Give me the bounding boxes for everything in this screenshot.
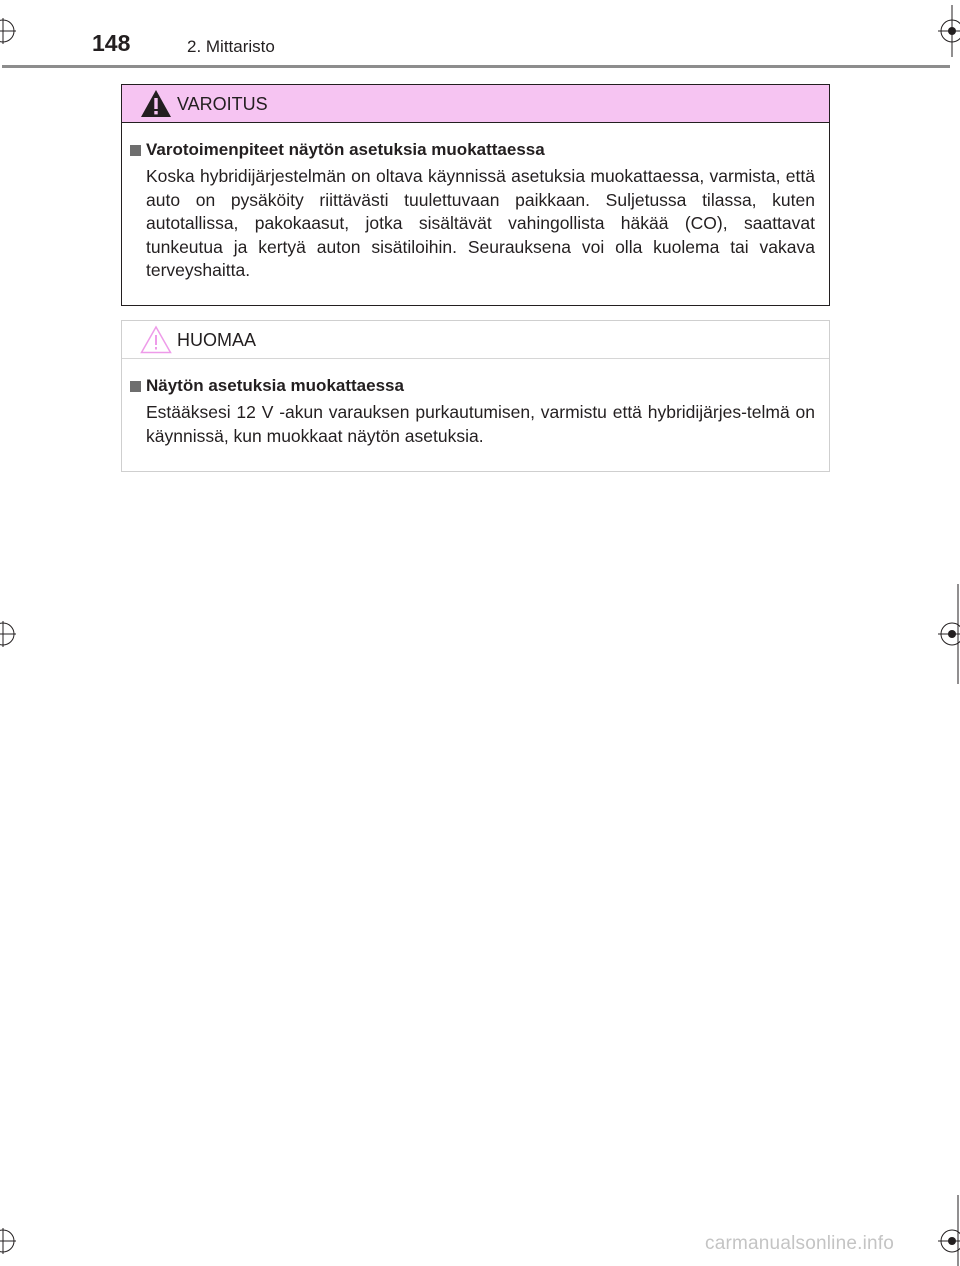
registration-mark-middle-left <box>0 621 16 647</box>
header-divider <box>2 65 950 68</box>
warning-item-text: Koska hybridijärjestelmän on oltava käynnissä asetuksia muokattaessa, varmista, että auto on pysäköity riittävästi tuulettuvaan paikkaan. Suljetussa tilassa, kuten autotallissa, pakokaasut, jotka sisältävät vahingollista häkää (CO), saattavat tunkeutua ja kertyä auton sisätiloihin. Seurauksena voi olla kuolema tai vakava terveyshaitta. <box>146 166 815 280</box>
notice-box <box>121 320 830 472</box>
notice-label: HUOMAA <box>177 330 257 350</box>
notice-item-title-text: Näytön asetuksia muokattaessa <box>146 376 404 395</box>
notice-header <box>122 321 829 359</box>
registration-mark-middle-right <box>938 584 960 684</box>
warning-body <box>122 123 829 283</box>
page-header <box>0 0 960 70</box>
section-title: 2. Mittaristo <box>187 37 275 56</box>
warning-triangle-icon <box>140 89 172 118</box>
notice-item-text: Estääksesi 12 V -akun varauksen purkautumisen, varmistu että hybridijärjes-telmä on käynnissä, kun muokkaat näytön asetuksia. <box>146 402 815 446</box>
warning-label: VAROITUS <box>177 94 268 114</box>
notice-body <box>122 359 829 448</box>
warning-header <box>122 85 829 123</box>
notice-item-title <box>130 375 815 397</box>
square-bullet-icon <box>130 381 141 392</box>
square-bullet-icon <box>130 145 141 156</box>
notice-triangle-icon <box>140 325 172 354</box>
watermark: carmanualsonline.info <box>705 1233 895 1254</box>
page-number: 148 <box>92 30 131 56</box>
warning-item-title-text: Varotoimenpiteet näytön asetuksia muokattaessa <box>146 140 545 159</box>
registration-mark-bottom-left <box>0 1228 16 1254</box>
registration-mark-bottom-right <box>938 1195 960 1266</box>
warning-box <box>121 84 830 306</box>
warning-item-title <box>130 139 815 161</box>
